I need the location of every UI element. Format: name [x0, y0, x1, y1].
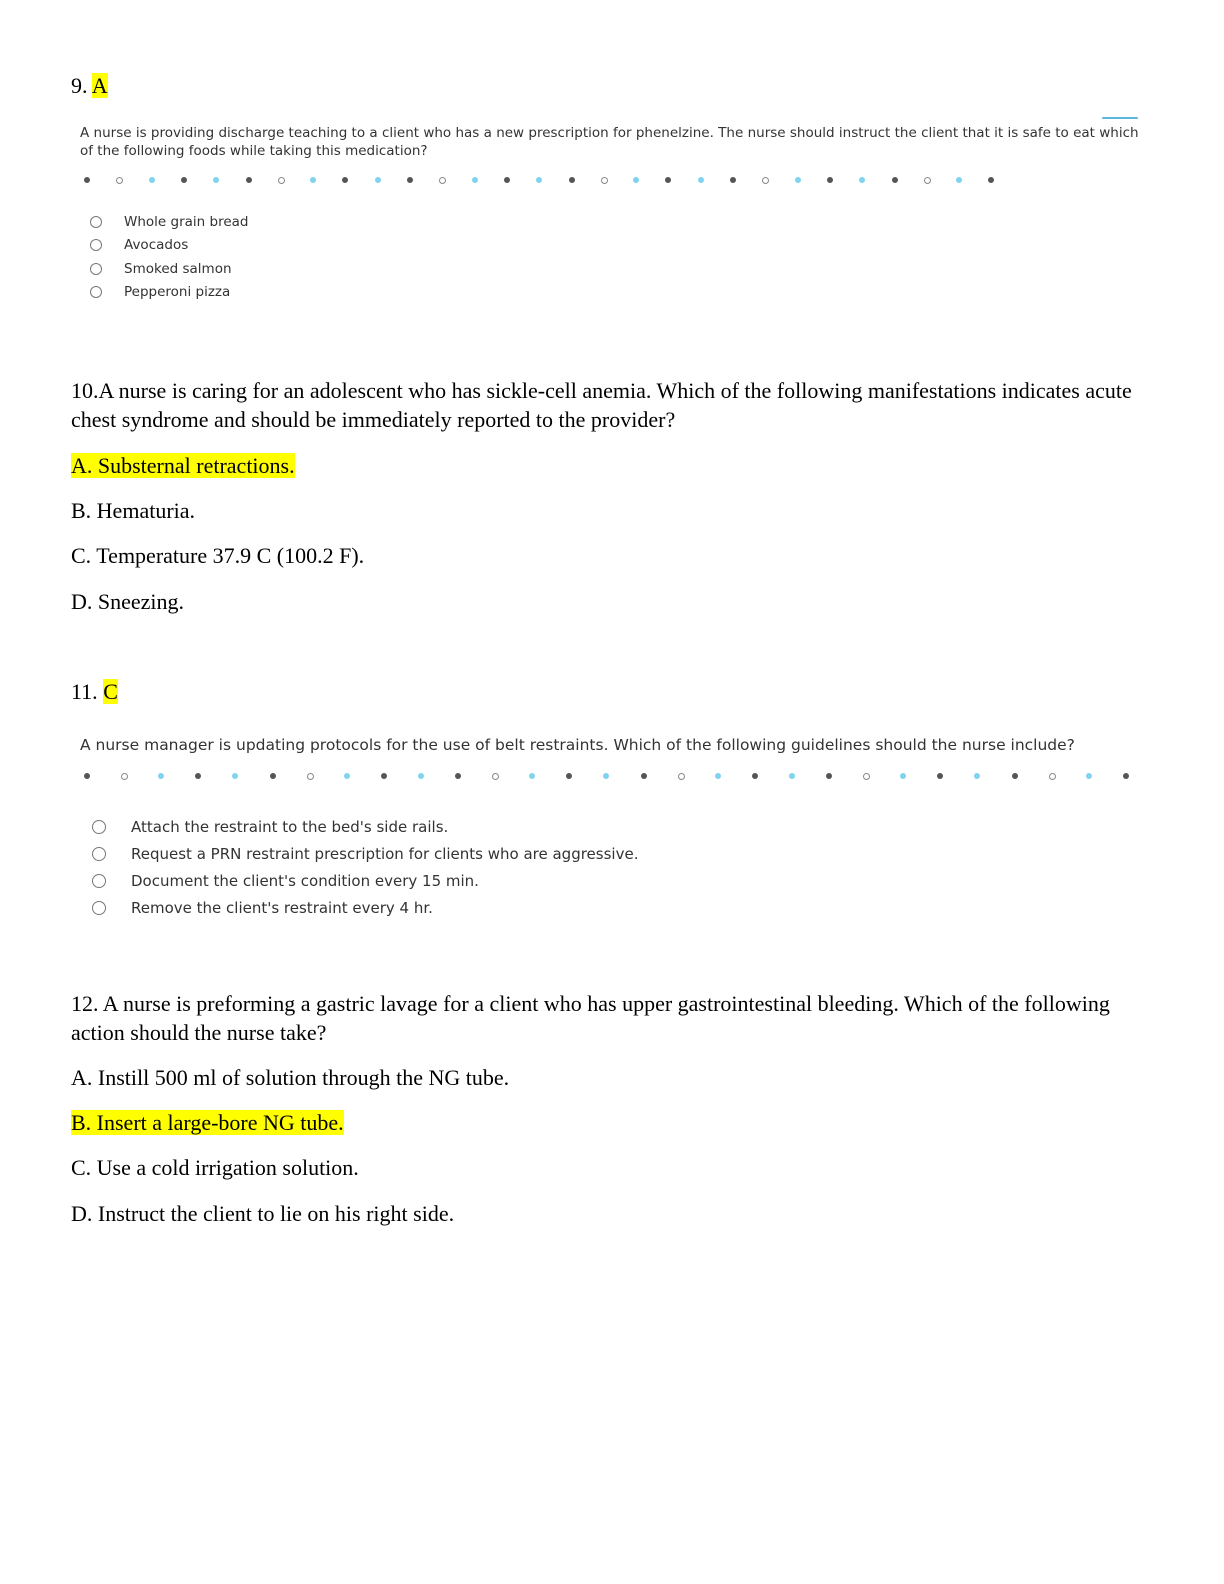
divider-dot — [752, 773, 758, 779]
divider-dot — [307, 773, 314, 780]
divider-dot — [536, 177, 542, 183]
radio-icon[interactable] — [90, 216, 102, 228]
divider-dot — [504, 177, 510, 183]
divider-dot — [826, 773, 832, 779]
divider-dot — [789, 773, 795, 779]
radio-icon[interactable] — [92, 874, 106, 888]
divider-dot — [603, 773, 609, 779]
divider-dot — [1123, 773, 1129, 779]
accent-line — [1102, 117, 1138, 119]
divider-dot — [84, 773, 90, 779]
divider-dot — [924, 177, 931, 184]
radio-icon[interactable] — [92, 847, 106, 861]
divider-dot — [633, 177, 639, 183]
divider-dot — [795, 177, 801, 183]
divider-dot — [375, 177, 381, 183]
q11-option-2[interactable]: Request a PRN restraint prescription for clients who are aggressive. — [92, 845, 638, 863]
divider-dot — [158, 773, 164, 779]
divider-dot — [1086, 773, 1092, 779]
radio-icon[interactable] — [92, 820, 106, 834]
divider-dot — [859, 177, 865, 183]
divider-dot — [213, 177, 219, 183]
divider-dot — [492, 773, 499, 780]
q9-option-4[interactable]: Pepperoni pizza — [90, 284, 230, 300]
divider-dot — [472, 177, 478, 183]
divider-dot — [715, 773, 721, 779]
q10-option-b: B. Hematuria. — [71, 498, 196, 523]
divider-dot — [641, 773, 647, 779]
divider-dot — [730, 177, 736, 183]
divider-dot — [988, 177, 994, 183]
q11-number: 11. — [71, 679, 104, 704]
q11-question: A nurse manager is updating protocols for the use of belt restraints. Which of the following guidelines should the nurse include? — [80, 736, 1075, 754]
divider-dot — [310, 177, 316, 183]
q11-answer-highlight: C — [103, 679, 118, 704]
divider-dot — [827, 177, 833, 183]
divider-dot — [937, 773, 943, 779]
q9-option-2[interactable]: Avocados — [90, 237, 188, 253]
divider-dot — [246, 177, 252, 183]
q11-option-4[interactable]: Remove the client's restraint every 4 hr. — [92, 899, 433, 917]
q10-option-d: D. Sneezing. — [71, 589, 185, 614]
q12-option-b: B. Insert a large-bore NG tube. — [71, 1110, 344, 1135]
divider-dot — [529, 773, 535, 779]
divider-dot — [418, 773, 424, 779]
q9-number: 9. — [71, 73, 92, 98]
q10-question: 10.A nurse is caring for an adolescent who has sickle-cell anemia. Which of the following manifestations indicates acute chest syndrome and should be immediately reported to the provider? — [71, 378, 1132, 432]
divider-dot — [455, 773, 461, 779]
divider-dot — [342, 177, 348, 183]
divider-dot — [232, 773, 238, 779]
q12-option-c: C. Use a cold irrigation solution. — [71, 1155, 359, 1180]
divider-dot — [344, 773, 350, 779]
divider-dot — [762, 177, 769, 184]
q9-dot-divider — [84, 177, 1004, 187]
q11-dot-divider — [84, 773, 1134, 783]
divider-dot — [121, 773, 128, 780]
radio-icon[interactable] — [90, 239, 102, 251]
divider-dot — [407, 177, 413, 183]
q9-option-1[interactable]: Whole grain bread — [90, 214, 248, 230]
divider-dot — [84, 177, 90, 183]
q10-option-a: A. Substernal retractions. — [71, 453, 295, 478]
radio-icon[interactable] — [92, 901, 106, 915]
q12-option-a: A. Instill 500 ml of solution through the NG tube. — [71, 1065, 510, 1090]
q11-option-1[interactable]: Attach the restraint to the bed's side rails. — [92, 818, 448, 836]
divider-dot — [1012, 773, 1018, 779]
q11-heading — [71, 678, 118, 706]
divider-dot — [956, 177, 962, 183]
divider-dot — [116, 177, 123, 184]
divider-dot — [678, 773, 685, 780]
divider-dot — [1049, 773, 1056, 780]
divider-dot — [149, 177, 155, 183]
divider-dot — [195, 773, 201, 779]
divider-dot — [278, 177, 285, 184]
q9-heading — [71, 72, 108, 100]
divider-dot — [439, 177, 446, 184]
divider-dot — [566, 773, 572, 779]
q11-option-3[interactable]: Document the client's condition every 15 min. — [92, 872, 479, 890]
radio-icon[interactable] — [90, 263, 102, 275]
divider-dot — [974, 773, 980, 779]
q9-answer-highlight: A — [91, 73, 108, 98]
divider-dot — [569, 177, 575, 183]
q9-question: A nurse is providing discharge teaching to a client who has a new prescription for phenelzine. The nurse should instruct the client that it is safe to eat which of the following foods while taking this medication? — [80, 125, 1139, 159]
divider-dot — [601, 177, 608, 184]
q9-option-3[interactable]: Smoked salmon — [90, 261, 232, 277]
q12-question: 12. A nurse is preforming a gastric lavage for a client who has upper gastrointestinal bleeding. Which of the following action should the nurse take? — [71, 991, 1110, 1045]
q12-option-d: D. Instruct the client to lie on his right side. — [71, 1201, 455, 1226]
divider-dot — [698, 177, 704, 183]
divider-dot — [381, 773, 387, 779]
q10-option-c: C. Temperature 37.9 C (100.2 F). — [71, 543, 365, 568]
divider-dot — [863, 773, 870, 780]
divider-dot — [181, 177, 187, 183]
divider-dot — [665, 177, 671, 183]
radio-icon[interactable] — [90, 286, 102, 298]
divider-dot — [270, 773, 276, 779]
divider-dot — [900, 773, 906, 779]
divider-dot — [892, 177, 898, 183]
